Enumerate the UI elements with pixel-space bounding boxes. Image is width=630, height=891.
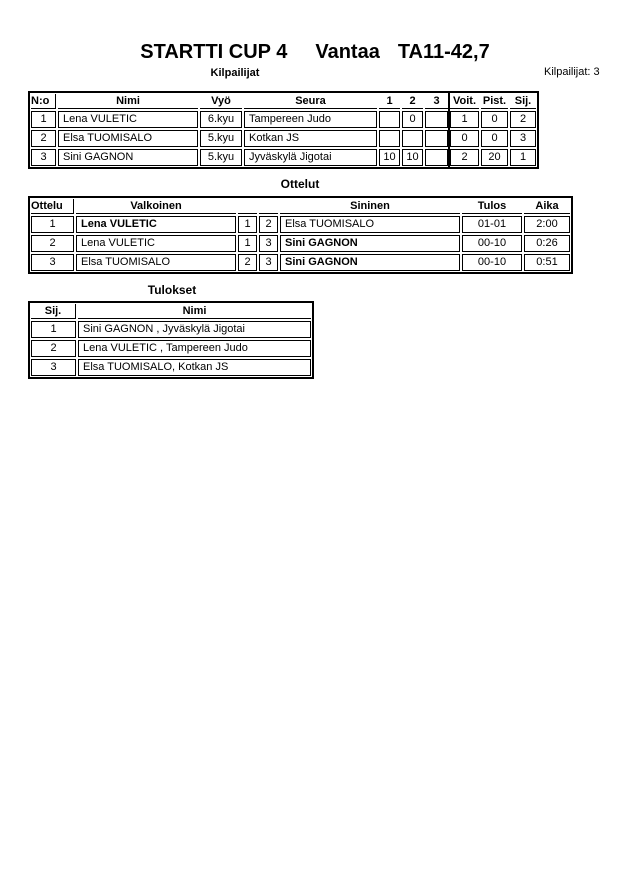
col-header-round1: 1 bbox=[379, 94, 400, 109]
cell-place: 1 bbox=[31, 321, 76, 338]
cell-round1: 10 bbox=[379, 149, 400, 166]
title-category: TA11-42,7 bbox=[397, 41, 490, 63]
col-header-time: Aika bbox=[524, 199, 570, 214]
matches-table bbox=[28, 196, 573, 274]
cell-time: 2:00 bbox=[524, 216, 570, 233]
cell-match-no: 2 bbox=[31, 235, 74, 252]
cell-points: 0 bbox=[481, 111, 508, 128]
cell-white-name: Lena VULETIC bbox=[76, 216, 236, 233]
cell-result: 01-01 bbox=[462, 216, 522, 233]
results-table bbox=[28, 301, 314, 379]
section-title-competitors: Kilpailijat bbox=[210, 67, 260, 79]
cell-white-name: Elsa TUOMISALO bbox=[76, 254, 236, 271]
cell-belt: 5.kyu bbox=[200, 149, 242, 166]
cell-blue-no: 2 bbox=[259, 216, 278, 233]
cell-points: 20 bbox=[481, 149, 508, 166]
col-header-place: Sij. bbox=[31, 304, 76, 319]
cell-blue-name: Sini GAGNON bbox=[280, 235, 460, 252]
title-event: STARTTI CUP 4 bbox=[140, 41, 288, 63]
col-header-white: Valkoinen bbox=[76, 199, 236, 214]
section-title-matches: Ottelut bbox=[280, 177, 320, 191]
cell-time: 0:51 bbox=[524, 254, 570, 271]
cell-white-name: Lena VULETIC bbox=[76, 235, 236, 252]
cell-no: 1 bbox=[31, 111, 56, 128]
cell-name: Elsa TUOMISALO bbox=[58, 130, 198, 147]
col-header-wins: Voit. bbox=[450, 94, 479, 109]
cell-place: 2 bbox=[31, 340, 76, 357]
col-header-no: N:o bbox=[31, 94, 56, 109]
cell-belt: 6.kyu bbox=[200, 111, 242, 128]
cell-blue-name: Sini GAGNON bbox=[280, 254, 460, 271]
section-title-results: Tulokset bbox=[147, 283, 197, 297]
cell-name-club: Lena VULETIC , Tampereen Judo bbox=[78, 340, 311, 357]
competitors-table bbox=[28, 91, 539, 169]
col-header-blue: Sininen bbox=[280, 199, 460, 214]
cell-match-no: 3 bbox=[31, 254, 74, 271]
competitors-count: Kilpailijat: 3 bbox=[544, 66, 600, 78]
cell-blue-no: 3 bbox=[259, 254, 278, 271]
col-header-white-no bbox=[238, 199, 257, 214]
cell-round2: 0 bbox=[402, 111, 423, 128]
cell-points: 0 bbox=[481, 130, 508, 147]
cell-white-no: 1 bbox=[238, 216, 257, 233]
cell-white-no: 1 bbox=[238, 235, 257, 252]
cell-name: Sini GAGNON bbox=[58, 149, 198, 166]
col-header-result: Tulos bbox=[462, 199, 522, 214]
page-title bbox=[0, 41, 630, 64]
cell-round2 bbox=[402, 130, 423, 147]
cell-club: Kotkan JS bbox=[244, 130, 377, 147]
cell-belt: 5.kyu bbox=[200, 130, 242, 147]
col-header-name: Nimi bbox=[78, 304, 311, 319]
cell-name: Lena VULETIC bbox=[58, 111, 198, 128]
cell-name-club: Sini GAGNON , Jyväskylä Jigotai bbox=[78, 321, 311, 338]
cell-blue-name: Elsa TUOMISALO bbox=[280, 216, 460, 233]
cell-round3 bbox=[425, 130, 448, 147]
cell-round3 bbox=[425, 149, 448, 166]
col-header-round2: 2 bbox=[402, 94, 423, 109]
cell-place: 3 bbox=[510, 130, 536, 147]
cell-blue-no: 3 bbox=[259, 235, 278, 252]
cell-round3 bbox=[425, 111, 448, 128]
cell-wins: 1 bbox=[450, 111, 479, 128]
cell-place: 1 bbox=[510, 149, 536, 166]
cell-result: 00-10 bbox=[462, 254, 522, 271]
cell-no: 3 bbox=[31, 149, 56, 166]
cell-time: 0:26 bbox=[524, 235, 570, 252]
cell-name-club: Elsa TUOMISALO, Kotkan JS bbox=[78, 359, 311, 376]
cell-white-no: 2 bbox=[238, 254, 257, 271]
score-group-divider bbox=[448, 93, 450, 167]
col-header-name: Nimi bbox=[58, 94, 198, 109]
cell-result: 00-10 bbox=[462, 235, 522, 252]
cell-place: 2 bbox=[510, 111, 536, 128]
col-header-blue-no bbox=[259, 199, 278, 214]
cell-round1 bbox=[379, 130, 400, 147]
cell-club: Jyväskylä Jigotai bbox=[244, 149, 377, 166]
col-header-belt: Vyö bbox=[200, 94, 242, 109]
cell-match-no: 1 bbox=[31, 216, 74, 233]
cell-no: 2 bbox=[31, 130, 56, 147]
cell-wins: 0 bbox=[450, 130, 479, 147]
col-header-points: Pist. bbox=[482, 95, 507, 107]
col-header-match: Ottelu bbox=[31, 199, 74, 214]
title-city: Vantaa bbox=[315, 41, 380, 63]
cell-wins: 2 bbox=[450, 149, 479, 166]
cell-place: 3 bbox=[31, 359, 76, 376]
cell-club: Tampereen Judo bbox=[244, 111, 377, 128]
col-header-club: Seura bbox=[244, 94, 377, 109]
col-header-round3: 3 bbox=[425, 94, 448, 109]
cell-round1 bbox=[379, 111, 400, 128]
col-header-place: Sij. bbox=[510, 94, 536, 109]
cell-round2: 10 bbox=[402, 149, 423, 166]
